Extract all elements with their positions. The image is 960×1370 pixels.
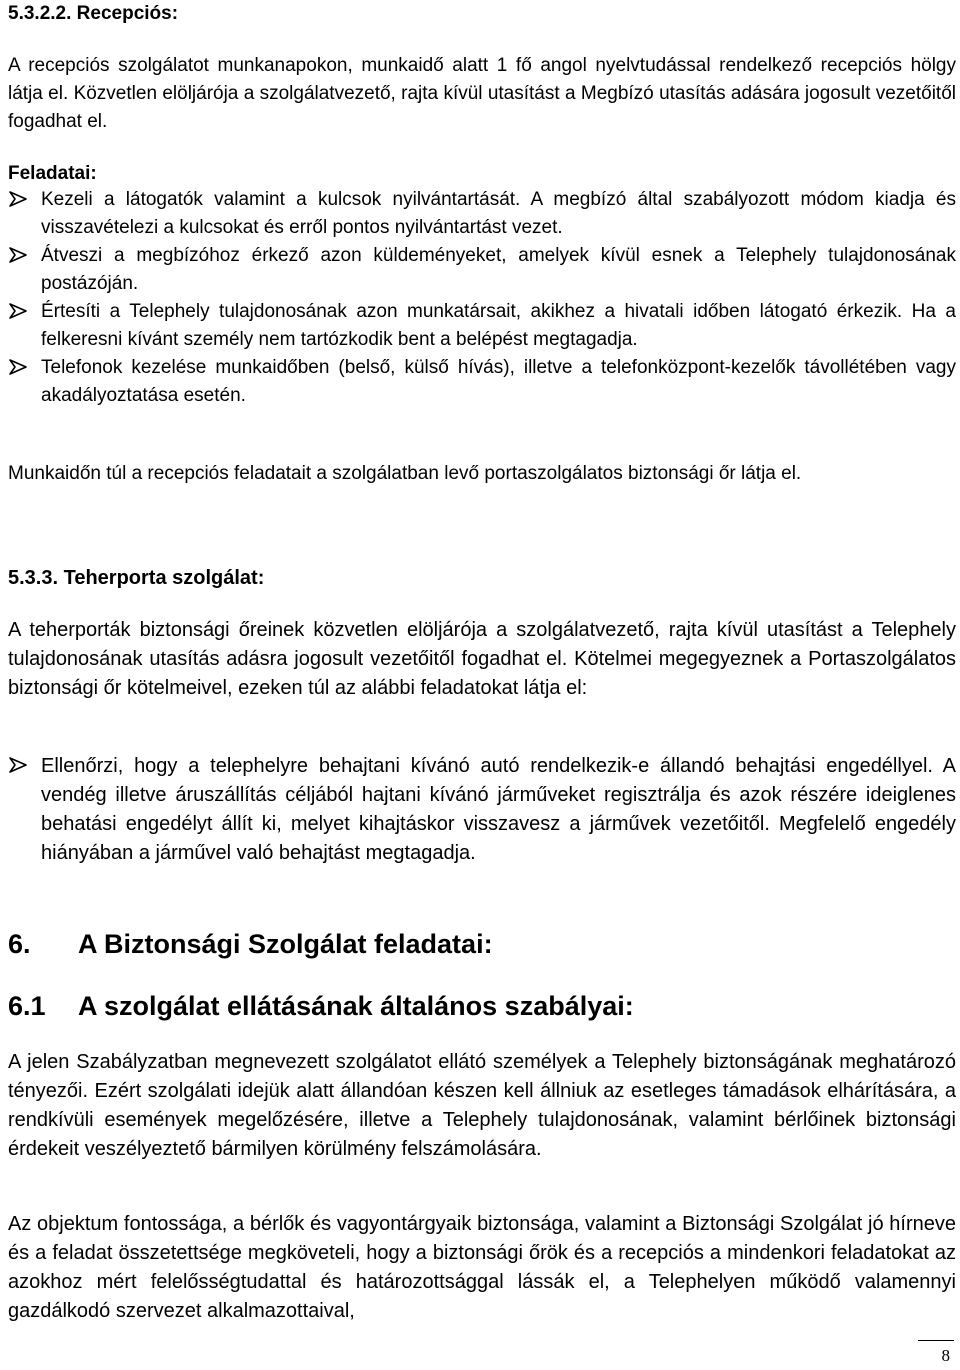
list-item <box>8 752 956 868</box>
chapter-number: 6. <box>8 929 31 959</box>
arrow-bullet-icon <box>8 303 28 319</box>
list-item <box>8 354 956 410</box>
chapter-title: A Biztonsági Szolgálat feladatai: <box>78 929 493 959</box>
list-item <box>8 298 956 354</box>
after-hours-paragraph: Munkaidőn túl a recepciós feladatait a szolgálatban levő portaszolgálatos biztonsági őr látja el. <box>8 463 802 484</box>
footer-rule <box>918 1340 954 1341</box>
list-item <box>8 186 956 242</box>
chapter-heading-6 <box>8 928 493 960</box>
section-number: 6.1 <box>8 991 46 1021</box>
task-text: Átveszi a megbízóhoz érkező azon küldeményeket, amelyek kívül esnek a Telephely tulajdonosának postázóján. <box>41 245 956 294</box>
general-rules-paragraph-2: Az objektum fontossága, a bérlők és vagyontárgyaik biztonsága, valamint a Biztonsági Szolgálat jó hírneve és a feladat összetettsége megköveteli, hogy a biztonsági őrök és a recepciós a mindenkori feladatokat az azokhoz mért felelősségtudattal és határozottsággal lássák el, a Telephelyen működő valamennyi gazdálkodó szervezet alkalmazottaival, <box>8 1213 956 1322</box>
teherporta-task-list <box>8 752 956 868</box>
task-text: Kezeli a látogatók valamint a kulcsok nyilvántartását. A megbízó által szabályozott módom kiadja és visszavételezi a kulcsokat és erről pontos nyilvántartást vezet. <box>41 189 956 238</box>
arrow-bullet-icon <box>8 191 28 207</box>
section-heading-5322: 5.3.2.2. Recepciós: <box>8 3 179 24</box>
task-text: Ellenőrzi, hogy a telephelyre behajtani kívánó autó rendelkezik-e állandó behajtási engedéllyel. A vendég illetve áruszállítás céljából hajtani kívánó járműveket regisztrálja és azok részére ideiglenes behatási engedélyt állít ki, melyet kihajtáskor visszavesz a járművek vezetőitől. Megfelelő engedély hiányában a járművel való behajtást megtagadja. <box>41 755 956 864</box>
arrow-bullet-icon <box>8 247 28 263</box>
arrow-bullet-icon <box>8 757 28 773</box>
task-text: Telefonok kezelése munkaidőben (belső, külső hívás), illetve a telefonközpont-kezelők távollétében vagy akadályoztatása esetén. <box>41 357 956 406</box>
arrow-bullet-icon <box>8 359 28 375</box>
recepcios-task-list <box>8 186 956 410</box>
list-item <box>8 242 956 298</box>
recepcios-intro: A recepciós szolgálatot munkanapokon, munkaidő alatt 1 fő angol nyelvtudással rendelkező recepciós hölgy látja el. Közvetlen elöljárója a szolgálatvezető, rajta kívül utasítást a Megbízó utasítás adására jogosult vezetőitől fogadhat el. <box>8 55 956 132</box>
section-heading-61 <box>8 990 634 1022</box>
tasks-heading: Feladatai: <box>8 163 97 184</box>
teherporta-intro: A teherporták biztonsági őreinek közvetlen elöljárója a szolgálatvezető, rajta kívül utasítást a Telephely tulajdonosának utasítás adásra jogosult vezetőitől fogadhat el. Kötelmei megegyeznek a Portaszolgálatos biztonsági őr kötelmeivel, ezeken túl az alábbi feladatokat látja el: <box>8 619 956 699</box>
task-text: Értesíti a Telephely tulajdonosának azon munkatársait, akikhez a hivatali időben látogató érkezik. Ha a felkeresni kívánt személy nem tartózkodik bent a belépést megtagadja. <box>41 301 956 350</box>
page-number: 8 <box>941 1346 950 1365</box>
section-heading-533: 5.3.3. Teherporta szolgálat: <box>8 567 265 589</box>
section-title: A szolgálat ellátásának általános szabályai: <box>78 991 634 1021</box>
general-rules-paragraph-1: A jelen Szabályzatban megnevezett szolgálatot ellátó személyek a Telephely biztonságának meghatározó tényezői. Ezért szolgálati idejük alatt állandóan készen kell állniuk az esetleges támadások elhárítására, a rendkívüli események megelőzésére, illetve a Telephely tulajdonosának, valamint bérlőinek biztonsági érdekeit veszélyeztető bármilyen körülmény felszámolására. <box>8 1051 956 1160</box>
